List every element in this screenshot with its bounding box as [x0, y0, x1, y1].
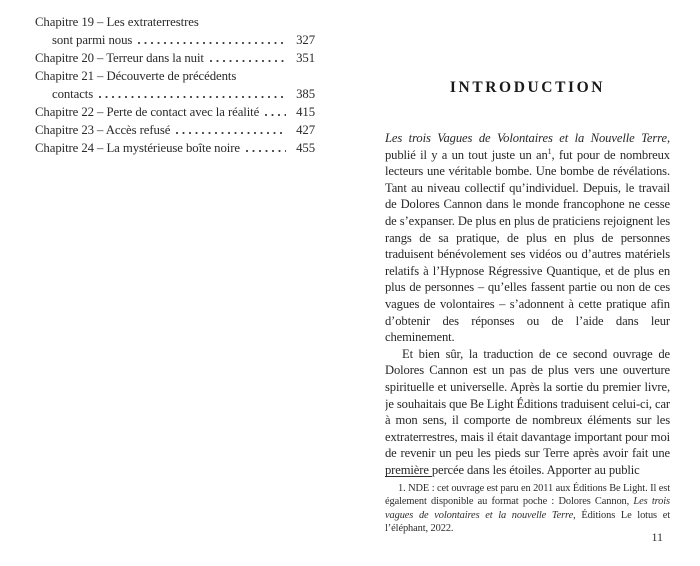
paragraph: [385, 130, 670, 346]
toc-page-number: 385: [296, 87, 315, 101]
page-number: 11: [651, 530, 663, 544]
toc-page-number: 455: [296, 141, 315, 155]
toc-entry-label: Chapitre 20 – Terreur dans la nuit: [35, 51, 204, 65]
toc-entry-label: Chapitre 24 – La mystérieuse boîte noire: [35, 141, 240, 155]
dot-leader: [138, 31, 286, 49]
footnote: [385, 482, 670, 536]
toc-entry-label: sont parmi nous: [52, 33, 133, 47]
dot-leader: [99, 85, 286, 103]
text-segment: , fut pour de nombreux lecteurs une véritable bombe. Une bombe de révélations. Tant au niveau collectif qu’individuel. Depuis, le travail de Dolores Cannon dans le monde francophone ne cesse de s’expanser. De plus en plus de praticiens rejoignent les rangs de sa pratique, de plus en plus de personnes traduisent bénévolement ses vidéos ou d’autres matériels relatifs à l’Hypnose Régressive Quantique, et de plus en plus de personnes – qu’elles fassent partie ou non de ces vagues de volontaires – s’adonnent à cette pratique afin d’obtenir des réponses ou de l’aide dans leur cheminement.: [385, 147, 670, 345]
toc-page-number: 427: [296, 123, 315, 137]
footnote-reference: 1: [547, 146, 552, 156]
paragraph: [385, 346, 670, 477]
dot-leader: [265, 103, 286, 121]
toc-row: [35, 67, 315, 85]
text-segment: Les trois Vagues de Volontaires et la Nouvelle Terre: [385, 131, 667, 145]
footnote-rule: [385, 476, 432, 477]
toc-entry-label: Chapitre 21 – Découverte de précédents: [35, 69, 237, 83]
toc-row: [35, 85, 315, 103]
footnote-text: [385, 482, 670, 536]
page-title: INTRODUCTION: [449, 79, 606, 96]
text-segment: 1. NDE : cet ouvrage est paru en 2011 aux Éditions Be Light. Il est également disponible au format poche : Dolores Cannon,: [385, 483, 670, 508]
toc-row: [35, 103, 315, 121]
toc-row: [35, 13, 315, 31]
text-segment: Les trois vagues de volontaires et la nouvelle Terre: [385, 496, 670, 521]
toc-row: [35, 49, 315, 67]
intro-body-text: [385, 130, 670, 477]
toc-entry-label: Chapitre 22 – Perte de contact avec la réalité: [35, 105, 260, 119]
toc-row: [35, 121, 315, 139]
text-segment: , Éditions Le lotus et l’éléphant, 2022.: [385, 509, 670, 535]
dot-leader: [246, 139, 286, 157]
table-of-contents: [35, 13, 315, 157]
dot-leader: [210, 49, 286, 67]
toc-row: [35, 31, 315, 49]
toc-entry-label: Chapitre 23 – Accès refusé: [35, 123, 171, 137]
toc-row: [35, 139, 315, 157]
text-segment: Et bien sûr, la traduction de ce second ouvrage de Dolores Cannon est un pas de plus vers une ouverture spirituelle et universelle. Après la sortie du premier livre, je souhaitais que Be Light Éditions traduisent celui-ci, car à mon sens, il comporte de nombreux éléments sur les extraterrestres, mais il était davantage important pour moi de revenir un peu les pieds sur Terre après avoir fait une première percée dans les étoiles. Apporter au public: [385, 346, 670, 477]
toc-page-number: 327: [296, 33, 315, 47]
intro-page: [385, 0, 670, 566]
text-segment: , publié il y a un tout juste un an: [385, 131, 670, 162]
toc-page-number: 415: [296, 105, 315, 119]
toc-entry-label: contacts: [52, 87, 94, 101]
toc-page-number: 351: [296, 51, 315, 65]
toc-entry-label: Chapitre 19 – Les extraterrestres: [35, 15, 199, 29]
dot-leader: [176, 121, 286, 139]
